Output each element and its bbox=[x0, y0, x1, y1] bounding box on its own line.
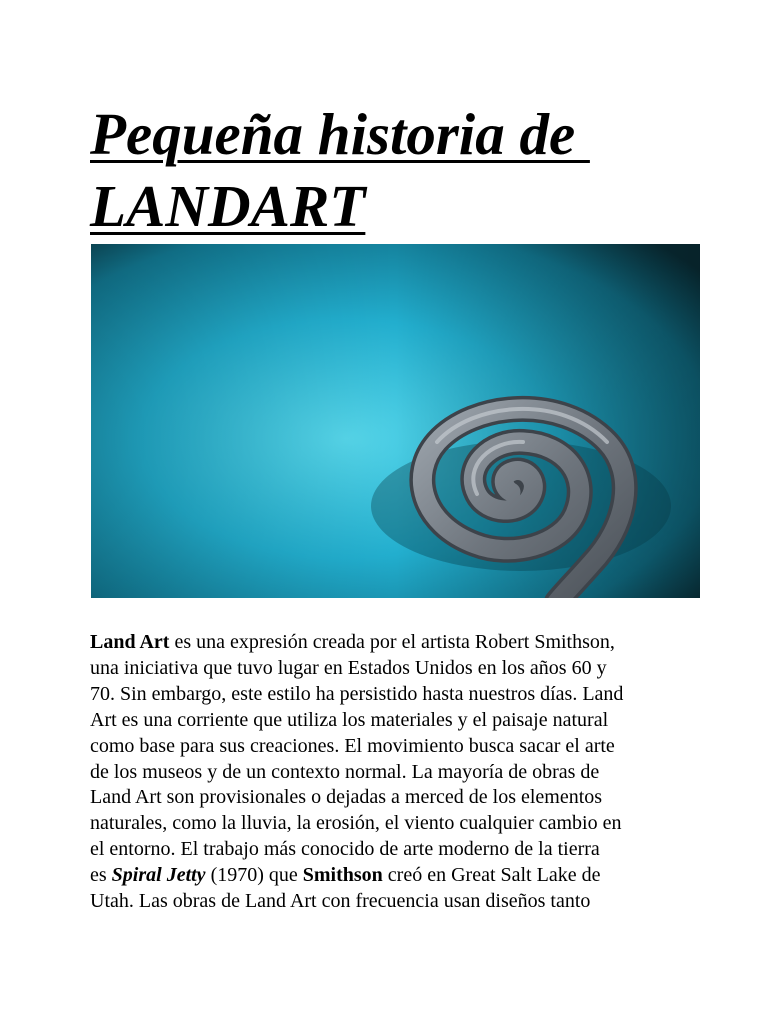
paragraph-text: es bbox=[90, 864, 112, 887]
paragraph-line: naturales, como la lluvia, la erosión, el viento cualquier cambio en bbox=[90, 812, 622, 835]
spiral-artwork-image bbox=[91, 244, 700, 598]
paragraph-line bbox=[90, 863, 710, 889]
paragraph-line: como base para sus creaciones. El movimiento busca sacar el arte bbox=[90, 734, 615, 757]
paragraph-line: de los museos y de un contexto normal. La mayoría de obras de bbox=[90, 760, 600, 783]
bold-term-smithson: Smithson bbox=[302, 864, 383, 887]
body-paragraph bbox=[90, 630, 710, 915]
paragraph-line: una iniciativa que tuvo lugar en Estados Unidos en los años 60 y bbox=[90, 656, 607, 679]
paragraph-line: Utah. Las obras de Land Art con frecuencia usan diseños tanto bbox=[90, 890, 591, 913]
bold-term-land-art: Land Art bbox=[90, 631, 170, 653]
title-line-2: LANDART bbox=[90, 173, 366, 239]
paragraph-text: (1970) que bbox=[205, 864, 303, 887]
document-title bbox=[90, 98, 710, 242]
paragraph-line: 70. Sin embargo, este estilo ha persistido hasta nuestros días. Land bbox=[90, 682, 624, 705]
paragraph-line: Land Art son provisionales o dejadas a merced de los elementos bbox=[90, 786, 603, 809]
spiral-artwork-svg bbox=[91, 244, 700, 598]
paragraph-line: el entorno. El trabajo más conocido de arte moderno de la tierra bbox=[90, 838, 600, 861]
paragraph-line bbox=[90, 630, 710, 656]
bold-italic-spiral-jetty: Spiral Jetty bbox=[111, 864, 206, 887]
paragraph-line: Art es una corriente que utiliza los materiales y el paisaje natural bbox=[90, 708, 609, 731]
paragraph-text: creó en Great Salt Lake de bbox=[382, 864, 601, 887]
paragraph-text: es una expresión creada por el artista Robert Smithson, bbox=[169, 631, 615, 653]
title-line-1: Pequeña historia de bbox=[90, 101, 590, 167]
